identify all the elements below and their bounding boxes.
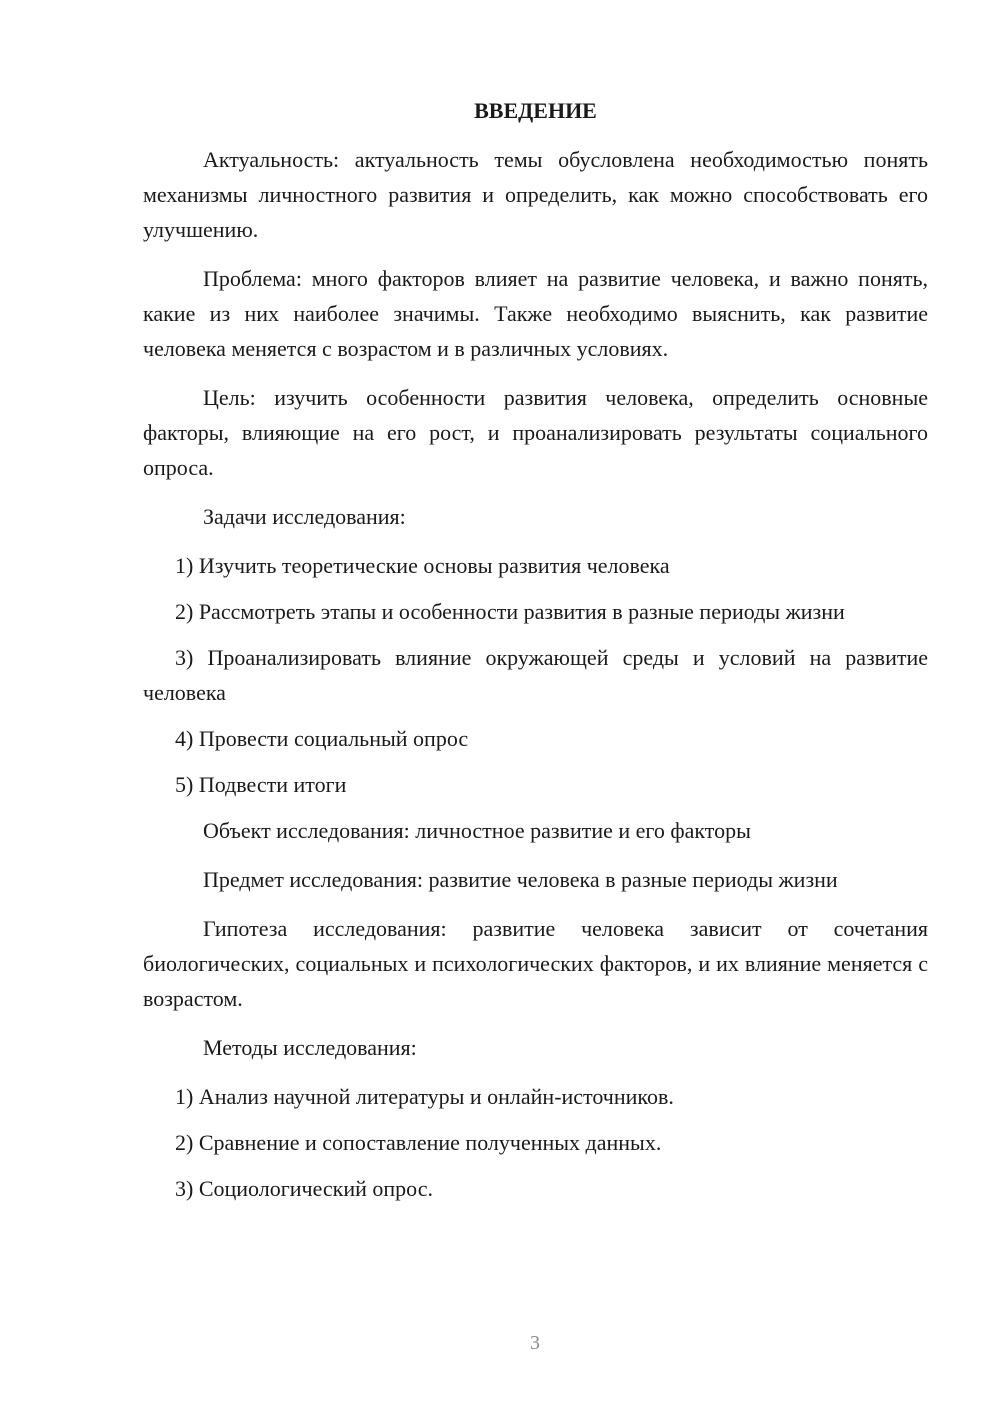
hypothesis-paragraph: Гипотеза исследования: развитие человека зависит от сочетания биологических, социальных и психологических факторов, и их влияние меняется с возрастом. [143,916,928,1011]
task-item: 3) Проанализировать влияние окружающей среды и условий на развитие человека [143,645,928,705]
page-content [143,94,928,1217]
method-item: 2) Сравнение и сопоставление полученных данных. [175,1130,662,1155]
tasks-heading: Задачи исследования: [203,504,406,529]
method-item: 1) Анализ научной литературы и онлайн-источников. [175,1084,674,1109]
method-item: 3) Социологический опрос. [175,1176,433,1201]
task-item: 1) Изучить теоретические основы развития человека [175,553,670,578]
object-paragraph: Объект исследования: личностное развитие и его факторы [203,818,751,843]
section-title: ВВЕДЕНИЕ [474,98,597,123]
task-item: 2) Рассмотреть этапы и особенности развития в разные периоды жизни [175,599,845,624]
methods-heading: Методы исследования: [203,1035,417,1060]
page-number: 3 [530,1332,540,1354]
relevance-paragraph: Актуальность: актуальность темы обусловлена необходимостью понять механизмы личностного развития и определить, как можно способствовать его улучшению. [143,147,928,242]
task-item: 5) Подвести итоги [175,772,347,797]
goal-paragraph: Цель: изучить особенности развития человека, определить основные факторы, влияющие на его рост, и проанализировать результаты социального опроса. [143,385,928,480]
task-item: 4) Провести социальный опрос [175,726,469,751]
problem-paragraph: Проблема: много факторов влияет на развитие человека, и важно понять, какие из них наиболее значимы. Также необходимо выяснить, как развитие человека меняется с возрастом и в различных условиях. [143,266,928,361]
subject-paragraph: Предмет исследования: развитие человека в разные периоды жизни [203,867,838,892]
